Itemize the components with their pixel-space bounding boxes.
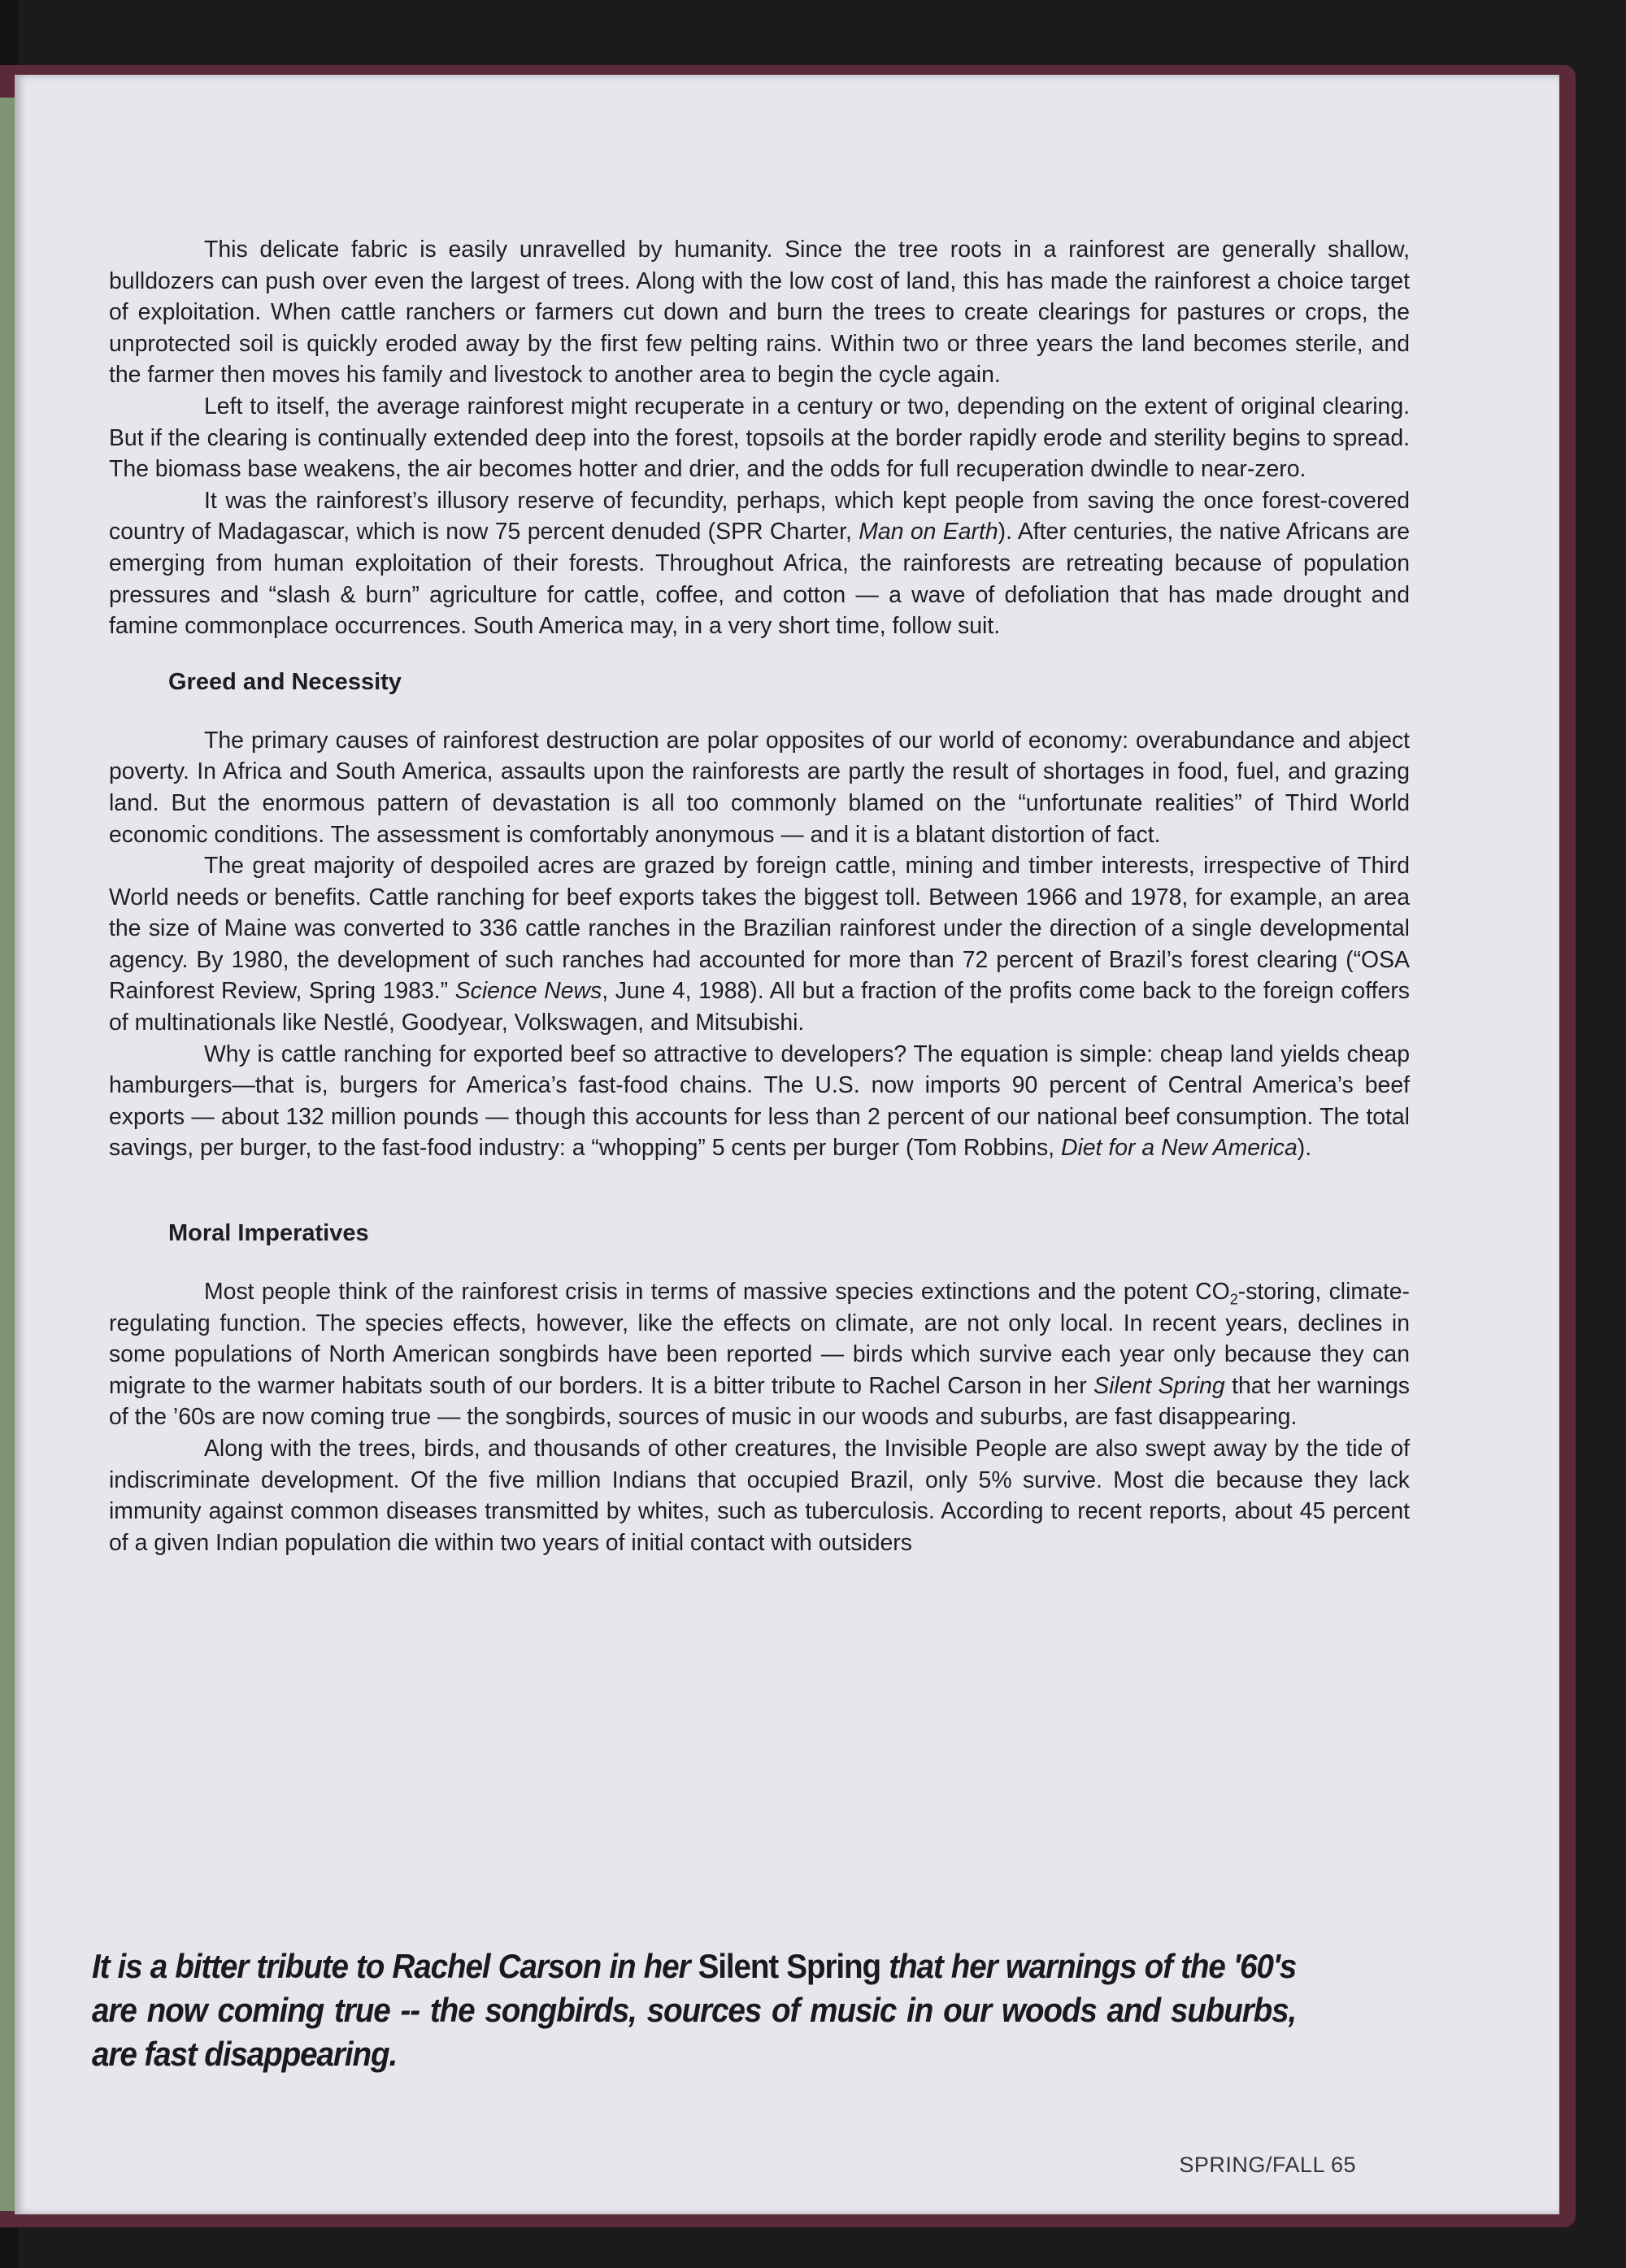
magazine-page <box>15 75 1559 2214</box>
section-heading-greed: Greed and Necessity <box>168 668 402 695</box>
page-footer: SPRING/FALL 65 <box>1179 2153 1356 2177</box>
section-heading-moral: Moral Imperatives <box>168 1220 369 1247</box>
book-title: Silent Spring <box>698 1947 881 1985</box>
text-run: It is a bitter tribute to Rachel Carson in her <box>92 1947 698 1985</box>
article-body <box>109 234 1410 1558</box>
paragraph-greed-2 <box>109 850 1410 1039</box>
text-run: that her warnings of the '60's are now coming true -- the songbirds, sources of music in our woods and suburbs, are fast disappearing. <box>92 1947 1297 2073</box>
text-run: , June 4, 1988). All but a fraction of the profits come back to the foreign coffers of multinationals like Nestlé, Goodyear, Volkswagen, and Mitsubishi. <box>109 978 1410 1036</box>
paragraph-intro-1: This delicate fabric is easily unravelled by humanity. Since the tree roots in a rainforest are generally shallow, bulldozers can push over even the largest of trees. Along with the low cost of land, this has made the rainforest a choice target of exploitation. When cattle ranchers or farmers cut down and burn the trees to create clearings for pastures or crops, the unprotected soil is quickly eroded away by the first few pelting rains. Within two or three years the land becomes sterile, and the farmer then moves his family and livestock to another area to begin the cycle again. <box>109 237 1410 389</box>
paragraph-greed-3 <box>109 1039 1410 1164</box>
paragraph-moral-1 <box>109 1276 1410 1433</box>
text-run: -storing, climate-regulating function. The species effects, however, like the effects on climate, are not only local. In recent years, declines in some populations of North American songbirds have been reported — birds which survive each year only because they can migrate to the warmer habitats south of our borders. It is a bitter tribute to Rachel Carson in her <box>109 1279 1410 1399</box>
paragraph-greed-1: The primary causes of rainforest destruction are polar opposites of our world of economy: overabundance and abject poverty. In Africa and South America, assaults upon the rainforests are partly the result of shortages in food, fuel, and grazing land. But the enormous pattern of devastation is all too commonly blamed on the “unfortunate realities” of Third World economic conditions. The assessment is comfortably anonymous — and it is a blatant distortion of fact. <box>109 727 1410 848</box>
pull-quote <box>92 1944 1296 2076</box>
paragraph-intro-2: Left to itself, the average rainforest might recuperate in a century or two, depending on the extent of original clearing. But if the clearing is continually extended deep into the forest, topsoils at the border rapidly erode and sterility begins to spread. The biomass base weakens, the air becomes hotter and drier, and the odds for full recuperation dwindle to near-zero. <box>109 393 1410 483</box>
citation-italic: Science News <box>454 978 602 1005</box>
paragraph-moral-2: Along with the trees, birds, and thousands of other creatures, the Invisible People are also swept away by the tide of indiscriminate development. Of the five million Indians that occupied Brazil, only 5% survive. Most die because they lack immunity against common diseases transmitted by whites, such as tuberculosis. According to recent reports, about 45 percent of a given Indian population die within two years of initial contact with outsiders <box>109 1436 1410 1556</box>
text-run: that her warnings of the ’60s are now coming true — the songbirds, sources of music in our woods and suburbs, are fast disappearing. <box>109 1372 1410 1431</box>
citation-italic: Diet for a New America <box>1060 1135 1298 1162</box>
text-run: ). <box>1297 1135 1312 1162</box>
paragraph-madagascar <box>109 485 1410 642</box>
text-run: ). After centuries, the native Africans are emerging from human exploitation of their forests. Throughout Africa, the rainforests are retreating because of population pressures and “slash & burn” agriculture for cattle, coffee, and cotton — a wave of defoliation that has made drought and famine commonplace occurrences. South America may, in a very short time, follow suit. <box>109 519 1410 640</box>
text-run: Most people think of the rainforest crisis in terms of massive species extinctions and the potent CO <box>204 1279 1230 1306</box>
citation-italic: Man on Earth <box>859 519 998 545</box>
subscript: 2 <box>1229 1291 1238 1308</box>
citation-italic: Silent Spring <box>1093 1372 1225 1399</box>
text-run: The great majority of despoiled acres are grazed by foreign cattle, mining and timber interests, irrespective of Third World needs or benefits. Cattle ranching for beef exports takes the biggest toll. Between 1966 and 1978, for example, an area the size of Maine was converted to 336 cattle ranches in the Brazilian rainforest under the direction of a single developmental agency. By 1980, the development of such ranches had accounted for more than 72 percent of Brazil’s forest clearing (“OSA Rainforest Review, Spring 1983.” <box>109 853 1410 1005</box>
text-run: Why is cattle ranching for exported beef so attractive to developers? The equation is simple: cheap land yields cheap hamburgers—that is, burgers for America’s fast-food chains. The U.S. now imports 90 percent of Central America’s beef exports — about 132 million pounds — though this accounts for less than 2 percent of our national beef consumption. The total savings, per burger, to the fast-food industry: a “whopping” 5 cents per burger (Tom Robbins, <box>109 1041 1410 1162</box>
text-run: It was the rainforest’s illusory reserve of fecundity, perhaps, which kept people from saving the once forest-covered country of Madagascar, which is now 75 percent denuded (SPR Charter, <box>109 487 1410 545</box>
